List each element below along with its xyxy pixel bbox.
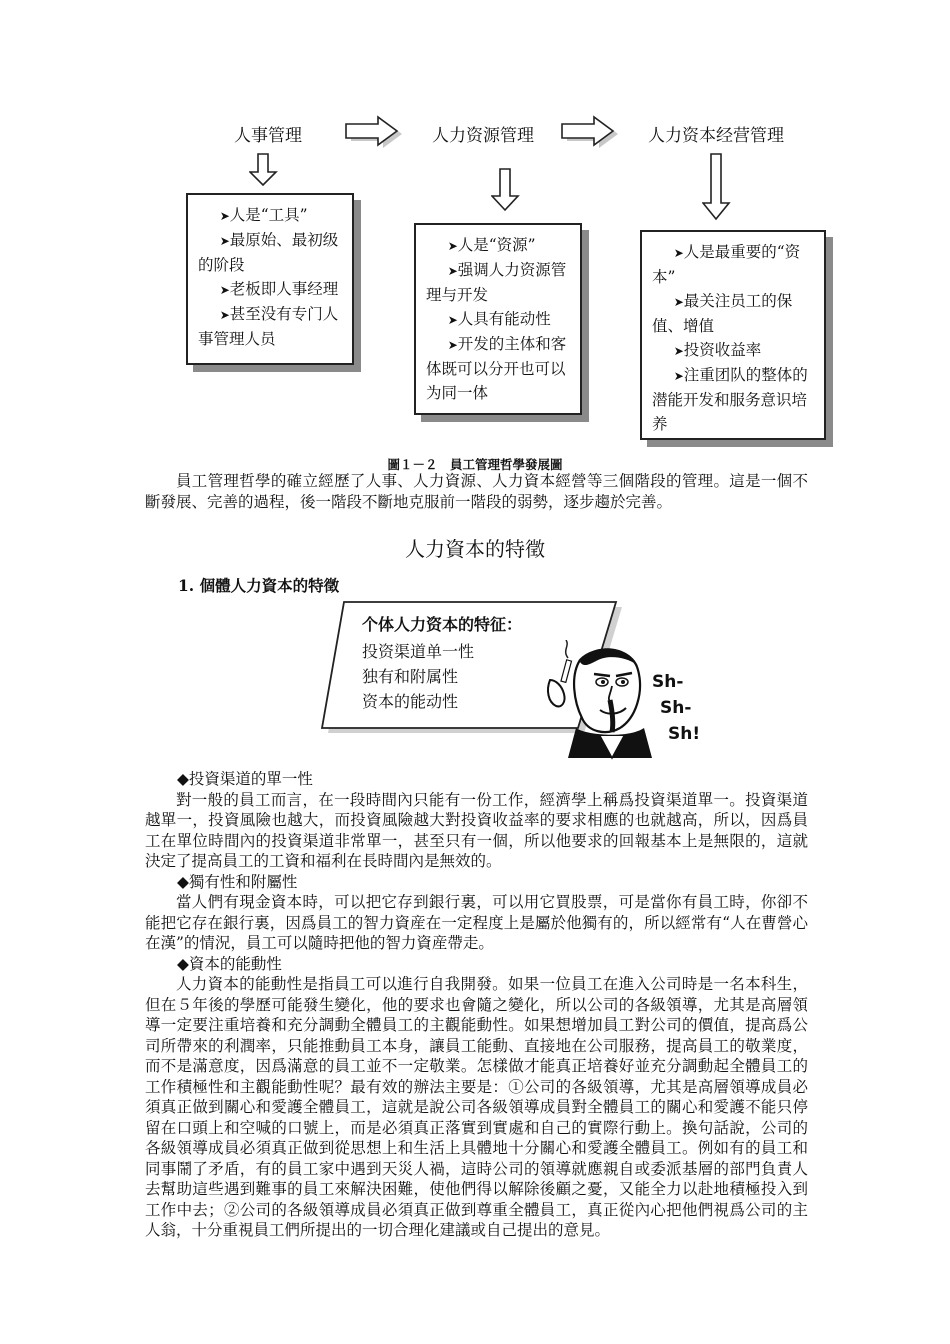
- bullet-heading: ◆資本的能動性: [177, 954, 282, 973]
- subsection-title: 1. 個體人力資本的特徵: [178, 576, 340, 595]
- stage-item: ➤人是“工具”: [219, 206, 308, 224]
- stage-item: ➤老板即人事经理: [219, 280, 339, 298]
- down-arrow-icon: [249, 153, 279, 187]
- stage-title-hr: 人力资源管理: [432, 126, 534, 146]
- stage-item: ➤人具有能动性: [447, 310, 551, 328]
- stage-item: ➤最关注员工的保值、增值: [652, 292, 793, 335]
- stage-item: ➤注重团队的整体的潜能开发和服务意识培养: [652, 366, 808, 433]
- figure-caption: 圖１－２ 員工管理哲學發展圖: [387, 457, 563, 472]
- section-title: 人力資本的特徵: [405, 537, 545, 561]
- stage-item: ➤投资收益率: [673, 341, 762, 359]
- down-arrow-icon: [491, 168, 521, 212]
- intro-paragraph: 員工管理哲學的確立經歷了人事、人力資源、人力資本經營等三個階段的管理。這是一個不斷發展、完善的過程，後一階段不斷地克服前一階段的弱勢，逐步趨於完善。: [145, 472, 808, 511]
- stage-box-personnel: [186, 193, 354, 365]
- figure-line: 资本的能动性: [362, 692, 459, 711]
- cartoon-text: Sh-: [660, 698, 692, 718]
- stage-title-personnel: 人事管理: [234, 126, 302, 146]
- stage-item: ➤人是“资源”: [447, 236, 536, 254]
- stage-item: ➤最原始、最初级的阶段: [198, 231, 339, 274]
- cartoon-text: Sh-: [652, 672, 684, 692]
- body-text: [145, 769, 808, 1241]
- bullet-heading: ◆投資渠道的單一性: [177, 770, 313, 788]
- down-arrow-icon: [702, 153, 732, 221]
- stage-title-human-capital: 人力资本经营管理: [648, 126, 784, 146]
- right-arrow-icon: [344, 114, 402, 150]
- right-arrow-icon: [560, 114, 618, 150]
- figure-line: 投资渠道单一性: [362, 642, 475, 661]
- stage-item: ➤强调人力资源管理与开发: [426, 261, 567, 304]
- stage-box-human-capital: [640, 230, 826, 440]
- cartoon-text: Sh!: [668, 724, 701, 744]
- body-paragraph: 當人們有現金資本時，可以把它存到銀行裏，可以用它買股票，可是當你有員工時，你卻不能把它存在銀行裏，因爲員工的智力資産在一定程度上是屬於他獨有的，所以經常有“人在曹營心在漢”的情況，員工可以隨時把他的智力資産帶走。: [145, 893, 808, 952]
- cartoon-man-illustration: [540, 640, 670, 760]
- stage-box-hr: [414, 223, 582, 415]
- bullet-heading: ◆獨有性和附屬性: [177, 872, 298, 891]
- stage-item: ➤人是最重要的“资本”: [652, 243, 801, 286]
- stage-item: ➤开发的主体和客体既可以分开也可以为同一体: [426, 335, 567, 402]
- body-paragraph: 人力資本的能動性是指員工可以進行自我開發。如果一位員工在進入公司時是一名本科生，但在５年後的學歷可能發生變化，他的要求也會隨之變化，所以公司的各級領導，尤其是高層領導一定要注重培養和充分調動全體員工的主觀能動性。如果想增加員工對公司的價值，提高爲公司所帶來的利潤率，只能推動員工本身，讓員工能動、直接地在公司服務，提高員工的敬業度，而不是滿意度，因爲滿意的員工並不一定敬業。怎樣做才能真正培養好並充分調動起全體員工的工作積極性和主觀能動性呢？最有效的辦法主要是：①公司的各級領導，尤其是高層領導成員必須真正做到關心和愛護全體員工，這就是說公司各級領導成員對全體員工的關心和愛護不能只停留在口頭上和空喊的口號上，而是必須真正落實到實處和自己的實際行動上。換句話說，公司的各級領導成員必須真正做到從思想上和生活上具體地十分關心和愛護全體員工。例如有的員工和同事鬧了矛盾，有的員工家中遇到天災人禍，這時公司的領導就應親自或委派基層的部門負責人去幫助這些遇到難事的員工來解決困難，使他們得以解除後顧之憂，又能全力以赴地積極投入到工作中去；②公司的各級領導成員必須真正做到尊重全體員工，真正從內心把他們視爲公司的主人翁，十分重視員工們所提出的一切合理化建議或自己提出的意見。: [145, 975, 808, 1239]
- stage-item: ➤甚至没有专门人事管理人员: [198, 305, 339, 348]
- figure-heading: 个体人力资本的特征：: [362, 615, 523, 634]
- figure-line: 独有和附属性: [362, 667, 459, 686]
- body-paragraph: 對一般的員工而言，在一段時間內只能有一份工作，經濟學上稱爲投資渠道單一。投資渠道越單一，投資風險也越大，而投資風險越大對投資收益率的要求相應的也就越高，所以，因爲員工在單位時間內的投資渠道非常單一，甚至只有一個，所以他要求的回報基本上是無限的，這就決定了提高員工的工資和福利在長時間內是無效的。: [145, 790, 808, 870]
